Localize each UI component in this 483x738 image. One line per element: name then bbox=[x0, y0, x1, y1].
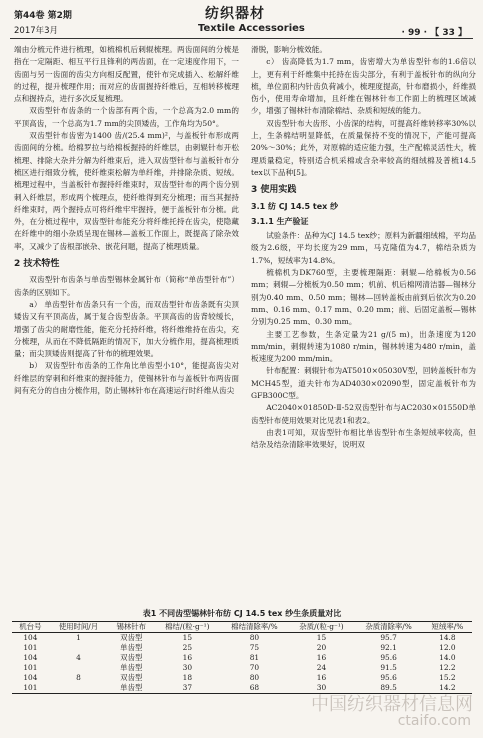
table-cell bbox=[49, 683, 108, 694]
journal-logo: 纺织器材 bbox=[205, 6, 265, 22]
paragraph: 双齿型针布大齿形、小齿深的结构，可提高纤维转移率30%以上，生条棉结明显降低，在质量保持不变的情况下，产能可提高20%～30%；此外，对原棉的适应能力强，生产配棉灵活性大，梳理质量稳定，特别适合机采棉或含杂率较高的细绒棉及普梳14.5 tex以下品种[5]。 bbox=[251, 118, 476, 177]
table-cell: 70 bbox=[249, 663, 260, 672]
table-cell: 68 bbox=[249, 683, 260, 692]
paragraph: 由表1可知，双齿型针布相比单齿型针布生条短绒率较高，但结杂及结杂清除率效果好，说明双 bbox=[251, 427, 476, 450]
table-cell: 80 bbox=[249, 673, 260, 682]
header-rule bbox=[10, 38, 473, 39]
table-cell: 81 bbox=[249, 653, 260, 662]
table-cell: 4 bbox=[76, 653, 81, 662]
table-1 bbox=[12, 608, 472, 694]
table-cell: 单齿型 bbox=[120, 683, 143, 692]
table-cell: 8 bbox=[76, 673, 81, 682]
table-cell: 15 bbox=[182, 633, 193, 642]
table-row bbox=[12, 653, 472, 663]
table-cell: 18 bbox=[182, 673, 193, 682]
subsubsection-heading: 3.1.1 生产验证 bbox=[251, 216, 309, 226]
table-cell: 12.0 bbox=[439, 643, 456, 652]
header-cell: 机台号 bbox=[19, 622, 42, 631]
header-cell: 杂质清除率/% bbox=[365, 622, 412, 631]
table-cell: 91.5 bbox=[380, 663, 397, 672]
paragraph: 主要工艺参数，生条定量为21 g/(5 m)，出条速度为120 mm/min，刺辊转速为1080 r/min，锡林转速为480 r/min，盖板速度为200 mm/min。 bbox=[251, 329, 476, 364]
header-cell: 使用时间/月 bbox=[58, 622, 99, 631]
table-cell: 92.1 bbox=[380, 643, 397, 652]
journal-title-en: Textile Accessories bbox=[198, 23, 305, 34]
table-cell: 37 bbox=[182, 683, 193, 692]
table-cell: 30 bbox=[182, 663, 193, 672]
table-cell: 双齿型 bbox=[120, 653, 143, 662]
watermark-url: ctaifo.com bbox=[397, 713, 471, 729]
table-cell: 101 bbox=[23, 663, 38, 672]
table-cell bbox=[49, 643, 108, 653]
table-cell: 101 bbox=[23, 683, 38, 692]
table-row bbox=[12, 663, 472, 673]
paragraph: 梳棉机为DK760型，主要梳理隔距：刺辊—给棉板为0.56 mm；刺辊—分梳板为0.50 mm；机前、机后棉网清洁器—锡林分别为0.40 mm、0.50 mm；锡林—回转盖板由前到后依次为0.20 mm、0.16 mm、0.17 mm、0.20 mm；前、后固定盖板—锡林分别为0.25 mm、0.30 mm。 bbox=[251, 268, 476, 327]
header-cell: 锡林针布 bbox=[116, 622, 147, 631]
paragraph: a） 单齿型针布齿条只有一个齿，而双齿型针布齿条既有尖顶矮齿又有平顶高齿，属于复合齿型齿条。平顶高齿的齿背较缓长，增强了齿尖的耐磨性能，能充分托持纤维，将纤维维持在齿尖，充分梳理，从而在不降低隔距的情况下，加大分梳作用，提高梳理质量；而尖顶矮齿则提高了针布的梳理效果。 bbox=[14, 299, 239, 359]
table-cell: 80 bbox=[249, 633, 260, 642]
issue-date: 2017年3月 bbox=[14, 26, 59, 36]
paragraph: 试验条件：品种为CJ 14.5 tex纱；原料为新疆细绒棉，平均品级为2.6级，平均长度为29 mm，马克隆值为4.7，棉结杂质为1.7%，短绒率为14.8%。 bbox=[251, 231, 476, 265]
table-cell: 30 bbox=[316, 683, 327, 692]
table-cell: 95.7 bbox=[380, 633, 397, 642]
table-cell: 单齿型 bbox=[120, 663, 143, 672]
table-cell: 双齿型 bbox=[120, 633, 143, 642]
table-cell: 104 bbox=[23, 653, 38, 662]
table-cell: 单齿型 bbox=[120, 643, 143, 652]
table-row bbox=[12, 633, 472, 644]
table-cell: 14.8 bbox=[439, 633, 456, 642]
table-cell: 16 bbox=[316, 653, 327, 662]
table-cell: 20 bbox=[316, 643, 327, 652]
paragraph: b） 双齿型针布齿条的工作角比单齿型小10°，能提高齿尖对纤维层的穿刺和纤维束的握持能力，使锡林针布与盖板针布两齿面间有充分的自由分梳作用，防止锡林针布在高速运行时纤维从齿尖 bbox=[14, 361, 239, 396]
table-cell: 12.2 bbox=[439, 663, 456, 672]
table-cell: 14.2 bbox=[439, 683, 456, 692]
table-cell: 104 bbox=[23, 633, 38, 642]
table-cell: 16 bbox=[316, 673, 327, 682]
table-cell: 14.0 bbox=[439, 653, 456, 662]
paragraph: 端由分梳元件进行梳理，如梳棉机后刺辊梳理。两齿面间的分梳是指在一定隔距、相互平行且锋利的两齿面，在一定速度作用下，一齿面与另一齿面的齿尖方向相反配置，使针布完成插入、松解纤维的过程，提升梳理作用；而对应的齿面握持纤维后，互相转移梳理点和握持点，进行多次反复梳理。 bbox=[14, 45, 239, 104]
paragraph: AC2040×01850D-Ⅱ-52双齿型针布与AC2030×01550D单齿型针布使用效果对比见表1和表2。 bbox=[251, 403, 476, 425]
paragraph: c） 齿高降低为1.7 mm，齿密增大为单齿型针布的1.6倍以上，更有利于纤维集中托持在齿尖部分，有利于盖板针布的纵向分梳，单位面积内针齿负荷减小，梳理度提高，针布磨损小，纤维损伤小，使用寿命增加，且纤维在锡林针布工作面上的梳理区域减少，增强了锡林针布清除棉结、杂质和短绒的能力。 bbox=[251, 57, 476, 116]
header-cell: 棉结清除率/% bbox=[231, 622, 278, 631]
paragraph: 双齿型针布齿条与单齿型锡林金属针布（简称“单齿型针布”）齿条的区别如下。 bbox=[14, 275, 239, 297]
page-number: · 99 · 【 33 】 bbox=[401, 28, 467, 38]
header-cell: 杂质/(粒·g⁻¹) bbox=[299, 622, 344, 631]
right-column bbox=[251, 44, 476, 452]
subsection-heading: 3.1 纺 CJ 14.5 tex 纱 bbox=[251, 201, 339, 211]
table-cell: 24 bbox=[316, 663, 327, 672]
table-cell: 15 bbox=[316, 633, 327, 642]
paragraph: 滑脱，影响分梳效能。 bbox=[251, 45, 327, 54]
table-cell: 95.6 bbox=[380, 673, 397, 682]
table-cell: 1 bbox=[76, 633, 81, 642]
paragraph: 双齿型针布齿密为1400 齿/(25.4 mm)²，与盖板针布形成两齿面间的分梳。给棉罗拉与给棉板握持的纤维层，由刺辊针布开松梳理、排除大杂并分解为纤维束后，进入双齿型针布与盖板针布分梳区进行细致分梳，使纤维束松解为单纤维，并排除杂质、短绒。梳理过程中，当盖板针布握持纤维束时，双齿型针布的两个齿分别刺入纤维层，形成两个梳理点，使纤维得到充分梳理；而当其握持纤维束时，两个握持点可将纤维牢牢握持，便于盖板针布分梳。此外，在分梳过程中，双齿型针布能充分将纤维托持在齿尖，使隐藏在纤维中的细小杂质呈现在锡林—盖板工作面上，既提高了除杂效率，又减少了齿根部嵌杂、嵌花问题，提高了梳理质量。 bbox=[14, 131, 239, 251]
table-cell: 101 bbox=[23, 643, 38, 652]
table-cell bbox=[49, 663, 108, 673]
table-cell: 104 bbox=[23, 673, 38, 682]
table-row bbox=[12, 643, 472, 653]
table-cell: 25 bbox=[182, 643, 193, 652]
table-row bbox=[12, 673, 472, 683]
table-caption: 表1 不同齿型锡林针布纺 CJ 14.5 tex 纱生条质量对比 bbox=[142, 609, 342, 618]
section-heading: 3 使用实践 bbox=[251, 185, 297, 196]
quality-comparison-table bbox=[12, 621, 472, 694]
paragraph: 双齿型针布齿条的一个齿部有两个齿，一个总高为2.0 mm的平顶高齿，一个总高为1.7 mm的尖顶矮齿，工作角均为50°。 bbox=[14, 106, 239, 128]
table-cell: 95.6 bbox=[380, 653, 397, 662]
table-cell: 75 bbox=[249, 643, 260, 652]
header-cell: 棉结/(粒·g⁻¹) bbox=[165, 622, 210, 631]
table-cell: 16 bbox=[182, 653, 193, 662]
left-column bbox=[14, 44, 239, 397]
watermark: 中国纺织器材信息网 bbox=[311, 694, 473, 715]
table-cell: 89.5 bbox=[380, 683, 397, 692]
section-heading: 2 技术特性 bbox=[14, 259, 60, 270]
page-header bbox=[0, 0, 483, 40]
header-cell: 短绒率/% bbox=[431, 622, 464, 631]
table-header-row bbox=[12, 622, 472, 633]
paragraph: 针布配置：刺辊针布为AT5010×05030V型，回转盖板针布为MCH45型，道夫针布为AD4030×02090型，固定盖板针布为GFB300C型。 bbox=[251, 366, 476, 401]
table-cell: 双齿型 bbox=[120, 673, 143, 682]
volume-issue: 第44卷 第2期 bbox=[14, 11, 72, 21]
table-cell: 15.2 bbox=[439, 673, 456, 682]
